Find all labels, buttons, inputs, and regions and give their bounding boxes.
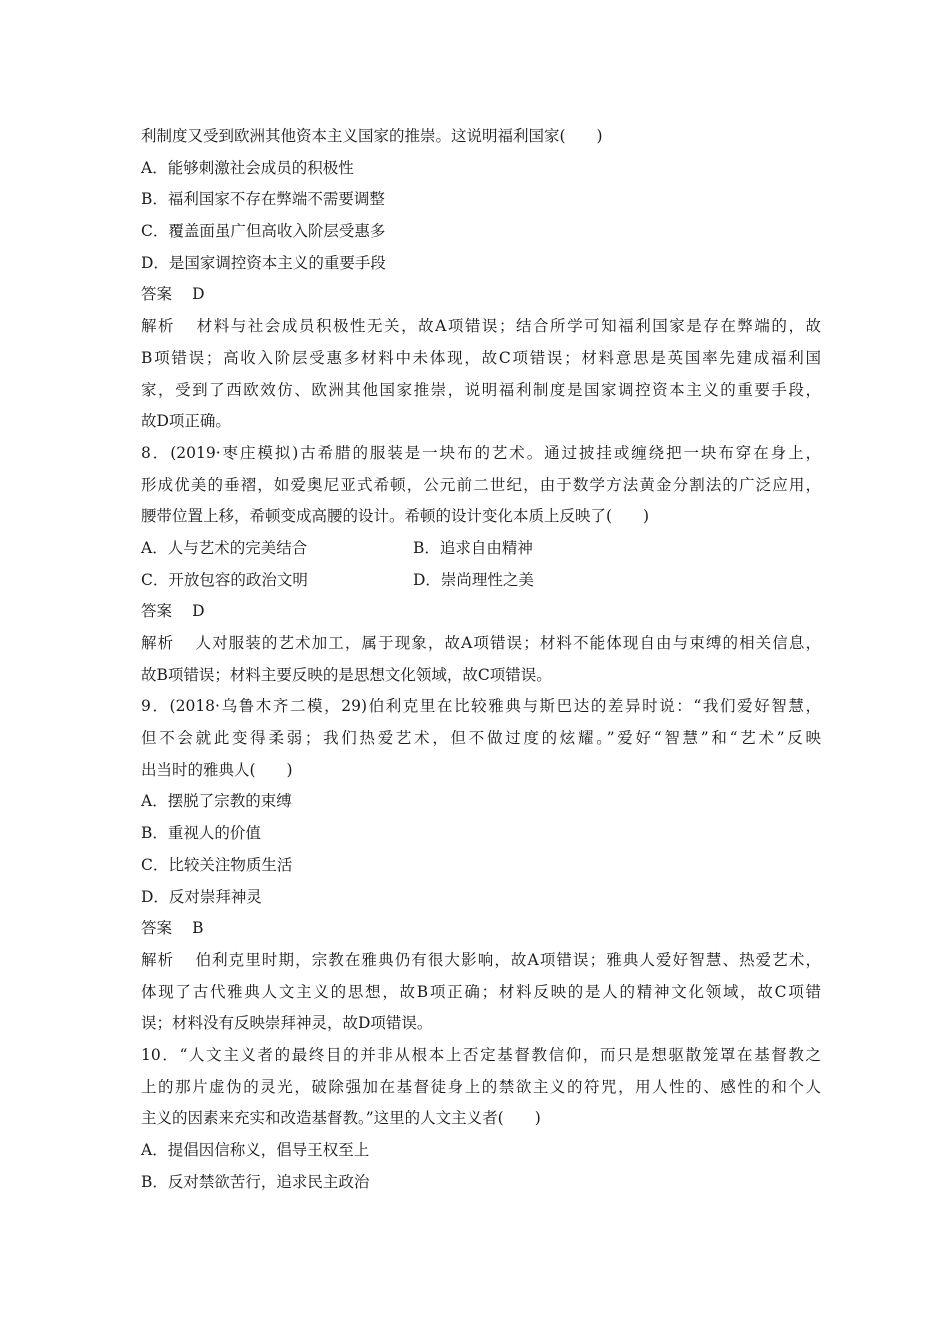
q7-analysis-line-2: B项错误；高收入阶层受惠多材料中未体现，故C项错误；材料意思是英国率先建成福利国	[141, 348, 821, 367]
q8-options-row-1	[141, 533, 821, 565]
q8-option-d: D．崇尚理性之美	[413, 570, 534, 589]
q7-option-a: A．能够刺激社会成员的积极性	[141, 158, 354, 177]
document-page	[141, 121, 821, 1198]
q10-stem-line-1: 10．“人文主义者的最终目的并非从根本上否定基督教信仰，而只是想驱散笼罩在基督教之	[141, 1045, 821, 1064]
q10-stem-line-2: 上的那片虚伪的灵光，破除强加在基督徒身上的禁欲主义的符咒，用人性的、感性的和个人	[141, 1077, 821, 1096]
analysis-label: 解析	[141, 634, 175, 652]
q7-analysis-line-3: 家，受到了西欧效仿、欧洲其他国家推崇，说明福利制度是国家调控资本主义的重要手段，	[141, 380, 821, 399]
q7-option-d: D．是国家调控资本主义的重要手段	[141, 253, 386, 272]
analysis-text: 材料与社会成员积极性无关，故A项错误；结合所学可知福利国家是存在弊端的，故	[195, 317, 821, 336]
answer-value: B	[192, 919, 204, 938]
q8-stem-line-1: 8．(2019·枣庄模拟)古希腊的服装是一块布的艺术。通过披挂或缠绕把一块布穿在身上，	[141, 443, 821, 462]
q10-stem-line-3: 主义的因素来充实和改造基督教。”这里的人文主义者( )	[141, 1109, 541, 1128]
q7-option-b: B．福利国家不存在弊端不需要调整	[141, 190, 385, 209]
q9-option-c: C．比较关注物质生活	[141, 855, 293, 874]
q9-option-b: B．重视人的价值	[141, 824, 261, 843]
q7-option-c: C．覆盖面虽广但高收入阶层受惠多	[141, 222, 386, 241]
answer-label: 答案	[141, 602, 173, 621]
analysis-text: 伯利克里时期，宗教在雅典仍有很大影响，故A项错误；雅典人爱好智慧、热爱艺术，	[194, 950, 821, 969]
q8-stem-line-2: 形成优美的垂褶，如爱奥尼亚式希顿，公元前二世纪，由于数学方法黄金分割法的广泛应用，	[141, 475, 821, 494]
q10-option-a: A．提倡因信称义，倡导王权至上	[141, 1141, 370, 1159]
q9-answer	[141, 913, 821, 945]
q7-answer	[141, 279, 821, 311]
q9-stem-line-1: 9．(2018·乌鲁木齐二模，29)伯利克里在比较雅典与斯巴达的差异时说：“我们爱好智慧，	[141, 697, 821, 716]
q8-option-a: A．人与艺术的完美结合	[141, 538, 308, 557]
q9-option-d: D．反对崇拜神灵	[141, 887, 262, 906]
q8-analysis-line-1	[141, 628, 821, 660]
q9-stem-line-2: 但不会就此变得柔弱；我们热爱艺术，但不做过度的炫耀。”爱好“智慧”和“艺术”反映	[141, 729, 821, 748]
q7-analysis-line-1	[141, 311, 821, 343]
q8-answer	[141, 596, 821, 628]
q9-stem-line-3: 出当时的雅典人( )	[141, 760, 293, 779]
q7-analysis-line-4: 故D项正确。	[141, 412, 231, 431]
q9-analysis-line-3: 误；材料没有反映崇拜神灵，故D项错误。	[141, 1014, 433, 1033]
answer-label: 答案	[141, 285, 173, 304]
q8-options-row-2	[141, 565, 821, 597]
q8-stem-line-3: 腰带位置上移，希顿变成高腰的设计。希顿的设计变化本质上反映了( )	[141, 507, 650, 526]
answer-label: 答案	[141, 919, 173, 938]
q10-option-b: B．反对禁欲苦行，追求民主政治	[141, 1172, 370, 1191]
analysis-text: 人对服装的艺术加工，属于现象，故A项错误；材料不能体现自由与束缚的相关信息，	[194, 634, 821, 652]
q8-option-b: B．追求自由精神	[413, 538, 533, 557]
q7-stem-tail: 利制度又受到欧洲其他资本主义国家的推崇。这说明福利国家( )	[141, 127, 603, 145]
analysis-label: 解析	[141, 317, 176, 336]
q9-analysis-line-1	[141, 945, 821, 977]
analysis-label: 解析	[141, 950, 175, 969]
answer-value: D	[192, 602, 205, 621]
answer-value: D	[192, 285, 205, 304]
q8-analysis-line-2: 故B项错误；材料主要反映的是思想文化领域，故C项错误。	[141, 665, 552, 684]
q8-option-c: C．开放包容的政治文明	[141, 570, 308, 589]
q9-option-a: A．摆脱了宗教的束缚	[141, 792, 292, 811]
q9-analysis-line-2: 体现了古代雅典人文主义的思想，故B项正确；材料反映的是人的精神文化领域，故C项错	[141, 982, 821, 1001]
